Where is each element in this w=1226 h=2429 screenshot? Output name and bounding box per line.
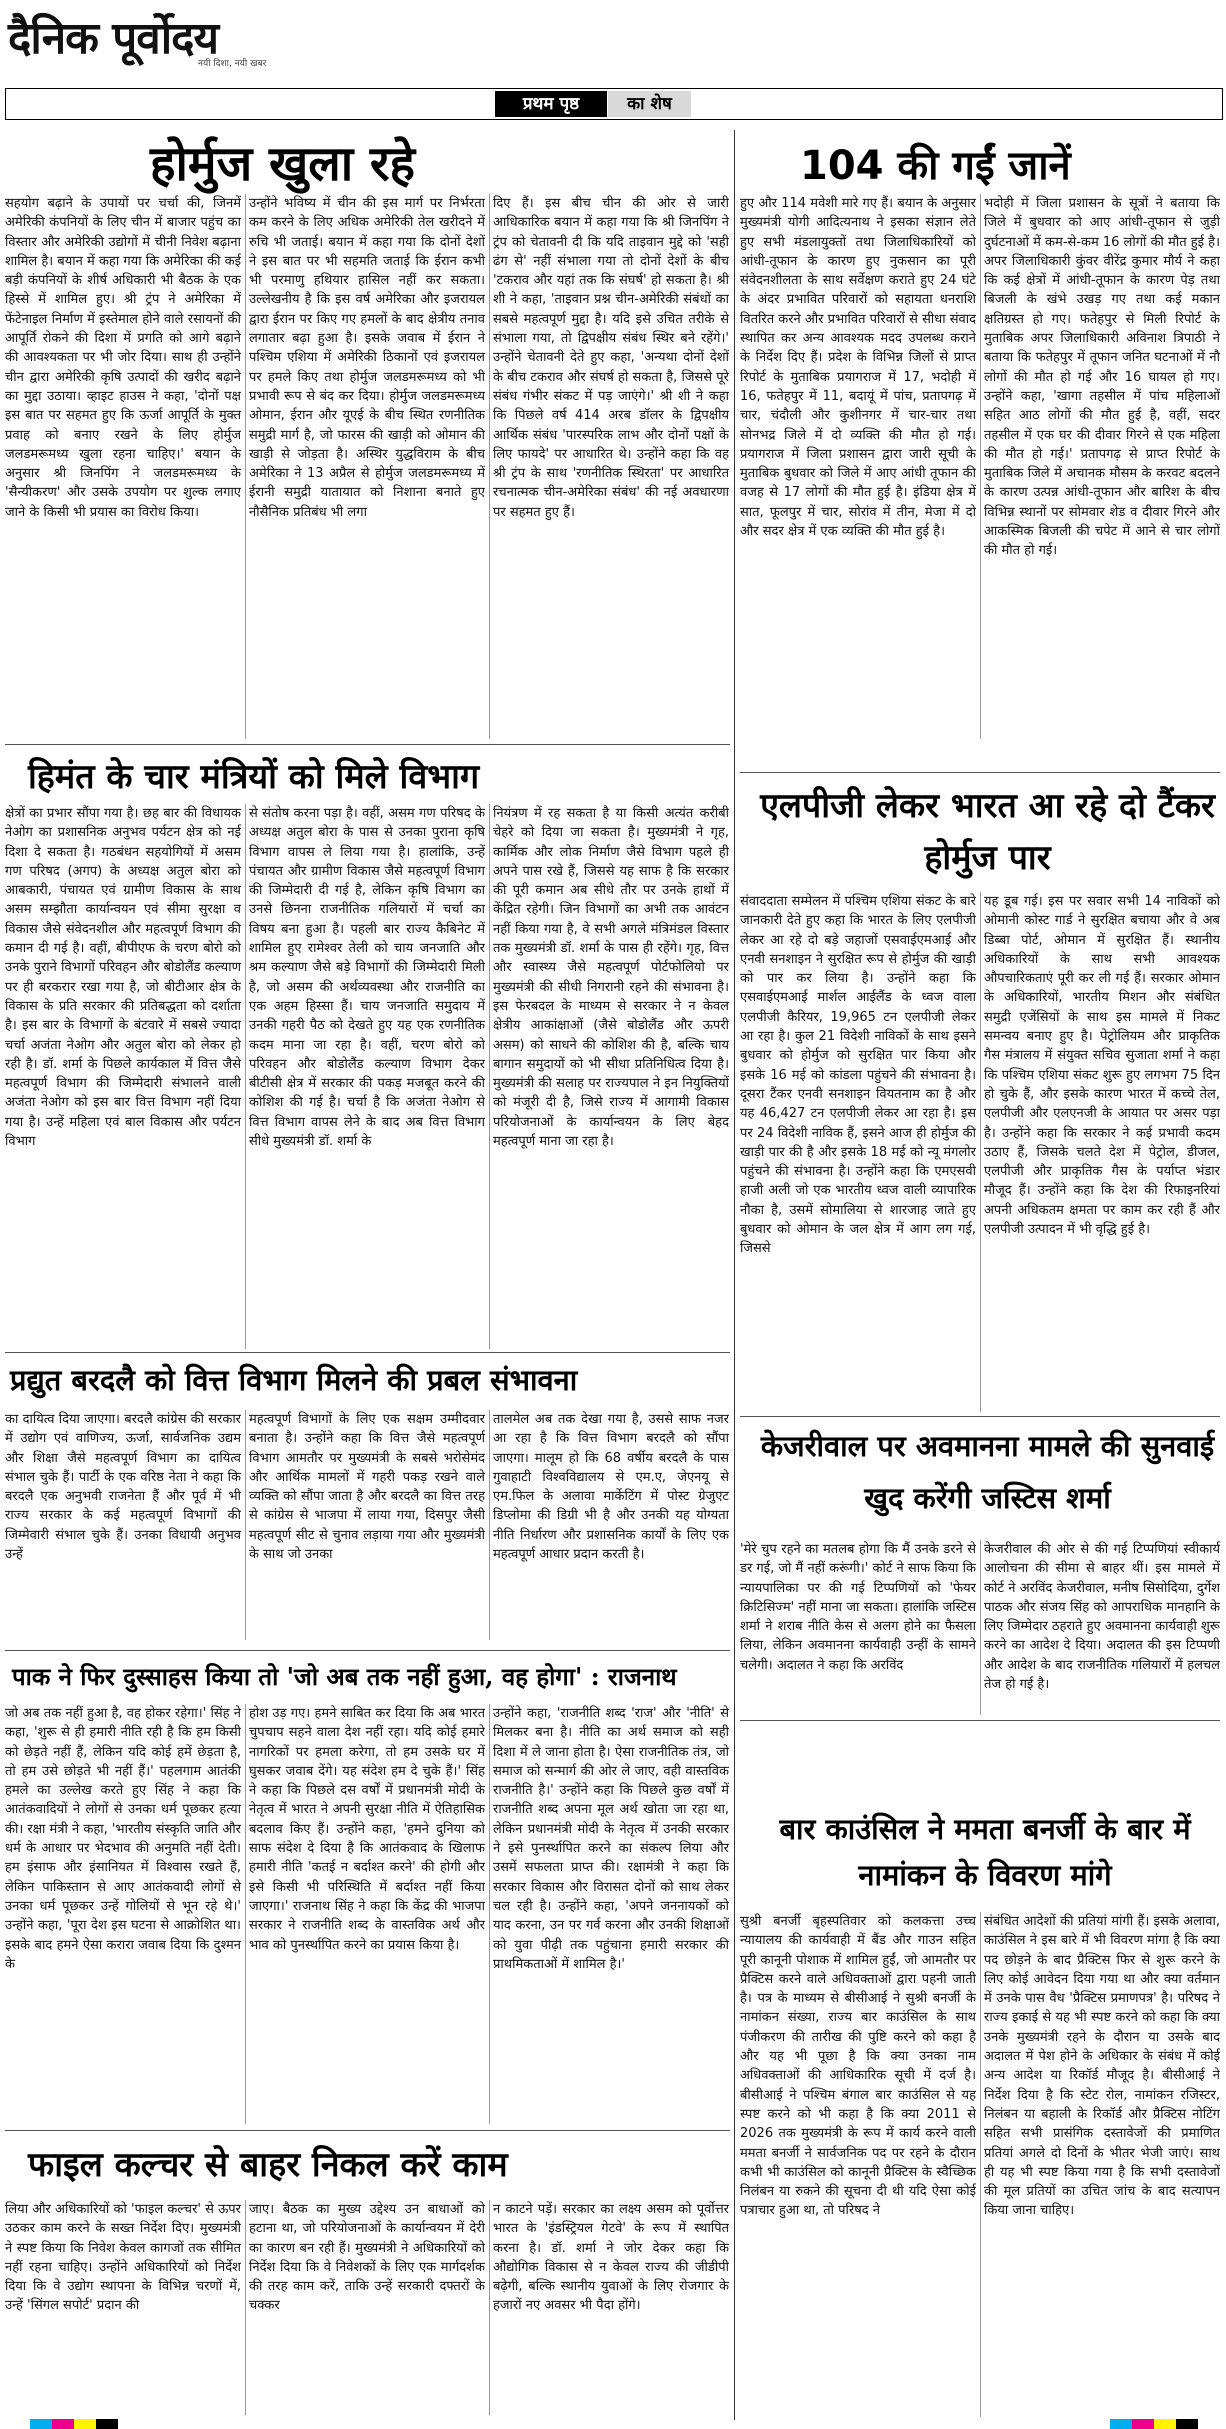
- article-kejriwal-col-1: 'मेरे चुप रहने का मतलब होगा कि मैं उनके डरने से डर गई, जो मैं नहीं करूंगी।' कोर्ट ने साफ किया कि न्यायपालिका पर की गई टिप्पणियों को 'फेयर क्रिटिसिज्म' नहीं माना जा सकता। हालांकि जस्टिस शर्मा ने शराब नीति केस से अलग होने का फैसला लिया, लेकिन अवमानना कार्यवाही उन्हीं के सामने चलेगी। अदालत ने कहा कि अरविंद: [740, 1542, 976, 1673]
- section-label-front-page: प्रथम पृष्ठ: [495, 91, 607, 117]
- story-rule: [5, 2130, 730, 2131]
- registration-swatch: [30, 2419, 52, 2429]
- story-rule: [5, 744, 730, 745]
- article-fileculture-col-3: न काटने पड़ें। सरकार का लक्ष्य असम को पूर्वोत्तर भारत के 'इंडस्ट्रियल गेटवे' के रूप में स्थापित करना है। डॉ. शर्मा ने जोर देकर कहा कि औद्योगिक विकास से न केवल राज्य की जीडीपी बढ़ेगी, बल्कि स्थानीय युवाओं के लिए रोजगार के हजारों नए अवसर भी पैदा होंगे।: [493, 2202, 729, 2314]
- story-rule: [5, 1650, 730, 1651]
- registration-swatch: [74, 2419, 96, 2429]
- article-himanta-col-2: से संतोष करना पड़ा है। वहीं, असम गण परिषद के अध्यक्ष अतुल बोरा के पास से उनका पुराना कृषि विभाग वापस ले लिया गया है। हालांकि, उन्हें पंचायत और ग्रामीण विकास जैसे महत्वपूर्ण विभाग की जिम्मेदारी दी गई है, लेकिन कृषि विभाग का उनसे छिनना राजनीतिक गलियारों में चर्चा का विषय बना हुआ है। पहली बार राज्य कैबिनेट में शामिल हुए रामेश्वर तेली को चाय जनजाति और श्रम कल्याण जैसे बड़े विभागों की जिम्मेदारी मिली है, जो असम की अर्थव्यवस्था और राजनीति का एक अहम हिस्सा हैं। चाय जनजाति समुदाय में उनकी गहरी पैठ को देखते हुए यह एक रणनीतिक कदम माना जा रहा है। वहीं, चरण बोरो को परिवहन और बोडोलैंड कल्याण विभाग देकर बीटीसी क्षेत्र में सरकार की पकड़ मजबूत करने की कोशिश की गई है। चर्चा है कि अजंता नेओग से वित्त विभाग वापस लेने के बाद अब वित्त विभाग सीधे मुख्यमंत्री डॉ. शर्मा के: [249, 806, 485, 1150]
- article-rajnath-col-1: जो अब तक नहीं हुआ है, वह होकर रहेगा।' सिंह ने कहा, 'शुरू से ही हमारी नीति रही है कि हम किसी को छेड़ते नहीं हैं, लेकिन यदि कोई हमें छेड़ता है, तो हम उसे छोड़ते भी नहीं हैं।' पहलगाम आतंकी हमले का उल्लेख करते हुए सिंह ने कहा कि आतंकवादियों ने लोगों से उनका धर्म पूछकर हत्या की। रक्षा मंत्री ने कहा, 'भारतीय संस्कृति जाति और धर्म के आधार पर भेदभाव की अनुमति नहीं देती। हम इंसाफ और इंसानियत में विश्वास रखते हैं, लेकिन पाकिस्तान से आए आतंकवादी लोगों से उनका धर्म पूछकर उन्हें गोलियों से भून रहे थे।' उन्होंने कहा, 'पूरा देश इस घटना से आक्रोशित था। इसके बाद हमने ऐसा करारा जवाब दिया कि दुश्मन के: [5, 1706, 241, 1972]
- article-fileculture-col-2: जाए। बैठक का मुख्य उद्देश्य उन बाधाओं को हटाना था, जो परियोजनाओं के कार्यान्वयन में देरी का कारण बन रही हैं। मुख्यमंत्री ने अधिकारियों को निर्देश दिया कि वे निवेशकों के लिए एक मार्गदर्शक की तरह काम करें, ताकि उन्हें सरकारी दफ्तरों के चक्कर: [249, 2202, 485, 2314]
- story-rule: [5, 1352, 730, 1353]
- headline-104-deaths: 104 की गईं जानें: [800, 143, 1071, 189]
- headline-hormuz: होर्मुज खुला रहे: [150, 136, 416, 192]
- article-hormuz-col-1: सहयोग बढ़ाने के उपायों पर चर्चा की, जिनमें अमेरिकी कंपनियों के लिए चीन में बाजार पहुंच का विस्तार और अमेरिकी उद्योगों में चीनी निवेश बढ़ाना शामिल है। बयान में कहा गया कि अमेरिका की कई बड़ी कंपनियों के शीर्ष अधिकारी भी बैठक के एक हिस्से में शामिल हुए। श्री ट्रंप ने अमेरिका में फेंटेनाइल निर्माण में इस्तेमाल होने वाले रसायनों की आपूर्ति रोकने की दिशा में प्रगति को आगे बढ़ाने की आवश्यकता पर भी जोर दिया। साथ ही उन्होंने चीन द्वारा अमेरिकी कृषि उत्पादों की खरीद बढ़ाने का मुद्दा उठाया। व्हाइट हाउस ने कहा, 'दोनों पक्ष इस बात पर सहमत हुए कि ऊर्जा आपूर्ति के मुक्त प्रवाह को बनाए रखने के लिए होर्मुज जलडमरूमध्य खुला रहना चाहिए।' बयान के अनुसार श्री जिनपिंग ने जलडमरूमध्य के 'सैन्यीकरण' और उसके उपयोग पर शुल्क लगाए जाने के किसी भी प्रयास का विरोध किया।: [5, 196, 241, 520]
- headline-bordoloi-finance: प्रद्युत बरदलै को वित्त विभाग मिलने की प्रबल संभावना: [10, 1363, 578, 1397]
- registration-swatch: [52, 2419, 74, 2429]
- story-rule: [740, 1416, 1220, 1417]
- headline-rajnath-warning: पाक ने फिर दुस्साहस किया तो 'जो अब तक नहीं हुआ, वह होगा' : राजनाथ: [12, 1662, 677, 1691]
- registration-swatch: [1176, 2419, 1198, 2429]
- article-fileculture-col-1: लिया और अधिकारियों को 'फाइल कल्चर' से ऊपर उठकर काम करने के सख्त निर्देश दिए। मुख्यमंत्री ने स्पष्ट किया कि निवेश केवल कागजों तक सीमित नहीं रहना चाहिए। उन्होंने अधिकारियों को निर्देश दिया कि वे उद्योग स्थापना के विभिन्न चरणों में, उन्हें 'सिंगल सपोर्ट' प्रदान की: [5, 2202, 241, 2314]
- article-kejriwal-col-2: केजरीवाल की ओर से की गई टिप्पणियां स्वीकार्य आलोचना की सीमा से बाहर थीं। इस मामले में कोर्ट ने अरविंद केजरीवाल, मनीष सिसोदिया, दुर्गेश पाठक और संजय सिंह को आपराधिक मानहानि के लिए जिम्मेदार ठहराते हुए अवमानना कार्यवाही शुरू करने का आदेश दे दिया। अदालत की इस टिप्पणी और आदेश के बाद राजनीतिक गलियारों में हलचल तेज हो गई है।: [984, 1542, 1220, 1693]
- article-bordoloi-col-3: तालमेल अब तक देखा गया है, उससे साफ नजर आ रहा है कि वित्त विभाग बरदलै को सौंपा जाएगा। मालूम हो कि 68 वर्षीय बरदलै के पास गुवाहाटी विश्वविद्यालय से एम.ए, जेएनयू से एम.फिल के अलावा मार्केटिंग में पोस्ट ग्रेजुएट डिप्लोमा की डिग्री भी है और उनकी यह योग्यता नीति निर्धारण और प्रशासनिक कार्यों के लिए एक महत्वपूर्ण आधार प्रदान करती है।: [493, 1412, 729, 1563]
- article-rajnath-col-3: उन्होंने कहा, 'राजनीति शब्द 'राज' और 'नीति' से मिलकर बना है। नीति का अर्थ समाज को सही दिशा में ले जाना होता है। ऐसा राजनीतिक तंत्र, जो समाज को सन्मार्ग की ओर ले जाए, वही वास्तविक राजनीति है।' उन्होंने कहा कि पिछले कुछ वर्षों में राजनीति शब्द अपना मूल अर्थ खोता जा रहा था, लेकिन प्रधानमंत्री मोदी के नेतृत्व में उनकी सरकार ने इसे पुनर्स्थापित करने का संकल्प लिया और उसमें सफलता प्राप्त की। रक्षामंत्री ने कहा कि सरकार विकास और विरासत दोनों को साथ लेकर चल रही है। उन्होंने कहा, 'अपने जननायकों को याद करना, उन पर गर्व करना और उनकी शिक्षाओं को युवा पीढ़ी तक पहुंचाना हमारी सरकार की प्राथमिकताओं में शामिल है।': [493, 1706, 729, 1972]
- registration-swatch: [1154, 2419, 1176, 2429]
- article-deaths-col-1: हुए और 114 मवेशी मारे गए हैं। बयान के अनुसार मुख्यमंत्री योगी आदित्यनाथ ने इसका संज्ञान लेते हुए सभी मंडलायुक्तों तथा जिलाधिकारियों को आंधी-तूफान के कारण हुए नुकसान का पूरी संवेदनशीलता के साथ सर्वेक्षण कराते हुए 24 घंटे के अंदर प्रभावित परिवारों को सहायता धनराशि वितरित करने और प्रभावित परिवारों से सीधा संवाद स्थापित कर अन्य आवश्यक मदद उपलब्ध कराने के निर्देश दिए हैं। प्रदेश के विभिन्न जिलों से प्राप्त रिपोर्ट के मुताबिक प्रयागराज में 17, भदोही में 16, फतेहपुर में 11, बदायूं में पांच, प्रतापगढ़ में चार, चंदौली और कुशीनगर में चार-चार तथा सोनभद्र जिले में दो व्यक्ति की मौत हो गई। प्रयागराज में जिला प्रशासन द्वारा जारी सूची के मुताबिक बुधवार को जिले में आए आंधी तूफान की वजह से 17 लोगों की मौत हुई है। इंडिया क्षेत्र में सात, फूलपुर में चार, सोरांव में तीन, मेजा में दो और सदर क्षेत्र में एक व्यक्ति की मौत हुई है।: [740, 196, 976, 540]
- headline-file-culture: फाइल कल्चर से बाहर निकल करें काम: [28, 2145, 508, 2185]
- article-lpg-col-1: संवाददाता सम्मेलन में पश्चिम एशिया संकट के बारे जानकारी देते हुए कहा कि भारत के लिए एलपीजी लेकर आ रहे दो बड़े जहाजों एसवाईएमआई और एनवी सनशाइन ने सुरक्षित रूप से होर्मुज की खाड़ी को पार कर लिया है। उन्होंने कहा कि एसवाईएमआई मार्शल आईलैंड के ध्वज वाला एलपीजी कैरियर, 19,965 टन एलपीजी लेकर आ रहा है। कुल 21 विदेशी नाविकों के साथ इसने बुधवार को होर्मुज को सुरक्षित पार किया और इसके 16 मई को कांडला पहुंचने की संभावना है। दूसरा टैंकर एनवी सनशाइन वियतनाम का है और यह 46,427 टन एलपीजी लेकर आ रहा है। इस पर 24 विदेशी नाविक हैं, इसने आज ही होर्मुज की खाड़ी पार की है और इसके 18 मई को न्यू मंगलोर पहुंचने की संभावना है। उन्होंने कहा कि एमएसवी हाजी अली जो एक भारतीय ध्वज वाली व्यापारिक नौका है, उसमें सोमालिया से शारजाह जाते हुए बुधवार को ओमान के जल क्षेत्र में आग लग गई, जिससे: [740, 894, 976, 1257]
- column-rule: [245, 194, 246, 739]
- logo-tagline: नयी दिशा, नयी खबर: [198, 59, 267, 69]
- headline-bar-council-mamata: बार काउंसिल ने ममता बनर्जी के बार में नामांकन के विवरण मांगे: [779, 1812, 1191, 1892]
- registration-swatch: [96, 2419, 118, 2429]
- column-rule: [245, 2200, 246, 2415]
- article-deaths-col-2: भदोही में जिला प्रशासन के सूत्रों ने बताया कि जिले में बुधवार को आए आंधी-तूफान से जुड़ी दुर्घटनाओं में कम-से-कम 16 लोगों की मौत हुई है। अपर जिलाधिकारी कुंवर वीरेंद्र कुमार मौर्य ने कहा कि कई क्षेत्रों में आंधी-तूफान के कारण पेड़ तथा बिजली के खंभे उखड़ गए तथा कई मकान क्षतिग्रस्त हो गए। फतेहपुर से मिली रिपोर्ट के मुताबिक अपर जिलाधिकारी अविनाश त्रिपाठी ने बताया कि फतेहपुर में तूफान जनित घटनाओं में नौ लोगों की मौत हो गई और 16 घायल हो गए। उन्होंने कहा, 'खागा तहसील में पांच महिलाओं सहित आठ लोगों की मौत हुई है, वहीं, सदर तहसील में एक घर की दीवार गिरने से एक महिला की मौत हो गई।' प्रतापगढ़ से प्राप्त रिपोर्ट के मुताबिक जिले में अचानक मौसम के करवट बदलने के कारण उत्पन्न आंधी-तूफान और बारिश के बीच विभिन्न स्थानों पर सोमवार शेड व दीवार गिरने और आकस्मिक बिजली की चपेट में आने से चार लोगों की मौत हो गई।: [984, 196, 1220, 559]
- newspaper-logo: दैनिक पूर्वोदय: [8, 13, 219, 64]
- headline-kejriwal-contempt: केजरीवाल पर अवमानना मामले की सुनवाई खुद करेंगी जस्टिस शर्मा: [760, 1429, 1215, 1515]
- column-rule: [980, 1540, 981, 1715]
- article-bordoloi-col-2: महत्वपूर्ण विभागों के लिए एक सक्षम उम्मीदवार बनाता है। उन्होंने कहा कि वित्त जैसे महत्वपूर्ण विभाग आमतौर पर मुख्यमंत्री के सबसे भरोसेमंद और आर्थिक मामलों में गहरी पकड़ रखने वाले व्यक्ति को सौंपा जाता है और बरदलै का वित्त तरह से कांग्रेस से भाजपा में लाया गया, दिसपुर जैसी महत्वपूर्ण सीट से चुनाव लड़ाया गया और मुख्यमंत्री के साथ जो उनका: [249, 1412, 485, 1563]
- registration-swatch: [1132, 2419, 1154, 2429]
- article-hormuz-col-2: उन्होंने भविष्य में चीन की इस मार्ग पर निर्भरता कम करने के लिए अधिक अमेरिकी तेल खरीदने में रुचि भी जताई। बयान में कहा गया कि दोनों देशों ने इस बात पर भी सहमति जताई कि ईरान कभी भी परमाणु हथियार हासिल नहीं कर सकता। उल्लेखनीय है कि इस वर्ष अमेरिका और इजरायल द्वारा ईरान पर किए गए हमलों के बाद क्षेत्रीय तनाव लगातार बढ़ा हुआ है। इसके जवाब में ईरान ने पश्चिम एशिया में अमेरिकी ठिकानों एवं इजरायल पर हमले किए तथा होर्मुज जलडमरूमध्य को भी प्रभावी रूप से बंद कर दिया। होर्मुज जलडमरूमध्य ओमान, ईरान और यूएई के बीच स्थित रणनीतिक समुद्री मार्ग है, जो फारस की खाड़ी को ओमान की खाड़ी से जोड़ता है। अस्थिर युद्धविराम के बीच अमेरिका ने 13 अप्रैल से होर्मुज जलडमरूमध्य में ईरानी समुद्री यातायात को निशाना बनाते हुए नौसैनिक प्रतिबंध भी लगा: [249, 196, 485, 520]
- column-rule: [734, 130, 735, 2420]
- headline-lpg-tankers: एलपीजी लेकर भारत आ रहे दो टैंकर होर्मुज पार: [760, 786, 1215, 878]
- column-rule: [980, 892, 981, 1412]
- article-barcouncil-col-1: सुश्री बनर्जी बृहस्पतिवार को कलकत्ता उच्च न्यायालय की कार्यवाही में बैंड और गाउन सहित पूरी कानूनी पोशाक में शामिल हुईं, जो आमतौर पर प्रैक्टिस करने वाले अधिवक्ताओं द्वारा पहनी जाती है। पत्र के माध्यम से बीसीआई ने सुश्री बनर्जी के नामांकन संख्या, राज्य बार काउंसिल के साथ पंजीकरण की तारीख की पुष्टि करने को कहा है और यह भी पूछा है कि क्या उनका नाम अधिवक्ताओं की आधिकारिक सूची में दर्ज है। बीसीआई ने पश्चिम बंगाल बार काउंसिल से यह स्पष्ट करने को भी कहा है कि क्या 2011 से 2026 तक मुख्यमंत्री के रूप में कार्य करने वाली ममता बनर्जी ने सार्वजनिक पद पर रहने के दौरान कभी भी काउंसिल को कानूनी प्रैक्टिस के स्वैच्छिक निलंबन या रुकने की सूचना दी थी यदि ऐसा कोई पत्राचार हुआ था, तो परिषद ने: [740, 1914, 976, 2219]
- masthead: [0, 0, 1226, 80]
- column-rule: [980, 1912, 981, 2417]
- article-lpg-col-2: यह डूब गई। इस पर सवार सभी 14 नाविकों को ओमानी कोस्ट गार्ड ने सुरक्षित बचाया और वे अब डिब्बा पोर्ट, ओमान में सुरक्षित हैं। स्थानीय अधिकारियों के साथ सभी आवश्यक औपचारिकताएं पूरी कर ली गई हैं। सरकार ओमान के अधिकारियों, भारतीय मिशन और संबंधित समुद्री एजेंसियों के साथ इस मामले में निकट समन्वय बनाए हुए है। पेट्रोलियम और प्राकृतिक गैस मंत्रालय में संयुक्त सचिव सुजाता शर्मा ने कहा कि पश्चिम एशिया संकट शुरू हुए लगभग 75 दिन हो चुके हैं, और इसके कारण भारत में कच्चे तेल, एलपीजी और एलएनजी के आयात पर असर पड़ा है। उन्होंने कहा कि सरकार ने कई प्रभावी कदम उठाए हैं, जिसके चलते देश में पेट्रोल, डीजल, एलपीजी और प्राकृतिक गैस के पर्याप्त भंडार मौजूद हैं। उन्होंने कहा कि देश की रिफाइनरियां अपनी अधिकतम क्षमता पर काम कर रही हैं और एलपीजी उत्पादन में भी वृद्धि हुई है।: [984, 894, 1220, 1238]
- column-rule: [245, 804, 246, 1349]
- story-rule: [740, 772, 1220, 773]
- article-hormuz-col-3: दिए हैं। इस बीच चीन की ओर से जारी आधिकारिक बयान में कहा गया कि श्री जिनपिंग ने ट्रंप को चेतावनी दी कि यदि ताइवान मुद्दे को 'सही ढंग से' नहीं संभाला गया तो दोनों देशों के बीच 'टकराव और यहां तक कि संघर्ष' हो सकता है। श्री शी ने कहा, 'ताइवान प्रश्न चीन-अमेरिकी संबंधों का सबसे महत्वपूर्ण मुद्दा है। यदि इसे उचित तरीके से संभाला गया, तो द्विपक्षीय संबंध स्थिर बने रहेंगे।' उन्होंने चेतावनी देते हुए कहा, 'अन्यथा दोनों देशों के बीच टकराव और संघर्ष हो सकता है, जिससे पूरे संबंध गंभीर संकट में पड़ जाएंगे।' श्री शी ने कहा कि पिछले वर्ष 414 अरब डॉलर के द्विपक्षीय आर्थिक संबंध 'पारस्परिक लाभ और दोनों पक्षों के लिए फायदे' पर आधारित थे। उन्होंने कहा कि वह श्री ट्रंप के साथ 'रणनीतिक स्थिरता' पर आधारित रचनात्मक चीन-अमेरिका संबंध' की नई अवधारणा पर सहमत हुए हैं।: [493, 196, 729, 520]
- story-rule: [740, 1720, 1220, 1721]
- column-rule: [489, 804, 490, 1349]
- article-himanta-col-3: नियंत्रण में रह सकता है या किसी अत्यंत करीबी चेहरे को दिया जा सकता है। मुख्यमंत्री ने गृह, कार्मिक और लोक निर्माण जैसे विभाग पहले ही अपने पास रखे हैं, जिससे यह साफ है कि सरकार की पूरी कमान अब सीधे तौर पर उनके हाथों में केंद्रित रहेगी। जिन विभागों का अभी तक आवंटन नहीं किया गया है, वे सभी अगले मंत्रिमंडल विस्तार तक मुख्यमंत्री डॉ. शर्मा के पास ही रहेंगे। गृह, वित्त और स्वास्थ्य जैसे महत्वपूर्ण पोर्टफोलियो पर मुख्यमंत्री की सीधी निगरानी रहने की संभावना है। इस फेरबदल के माध्यम से सरकार ने न केवल क्षेत्रीय आकांक्षाओं (जैसे बोडोलैंड और ऊपरी असम) को साधने की कोशिश की है, बल्कि चाय बागान समुदायों को भी सीधा प्रतिनिधित्व दिया है। मुख्यमंत्री की सलाह पर राज्यपाल ने इन नियुक्तियों को मंजूरी दी है, जिसे राज्य में आगामी विकास परियोजनाओं के कार्यान्वयन के लिए बेहद महत्वपूर्ण माना जा रहा है।: [493, 806, 729, 1150]
- column-rule: [980, 194, 981, 739]
- column-rule: [489, 2200, 490, 2415]
- article-rajnath-col-2: होश उड़ गए। हमने साबित कर दिया कि अब भारत चुपचाप सहने वाला देश नहीं रहा। यदि कोई हमारे नागरिकों पर हमला करेगा, तो हम उसके घर में घुसकर जवाब देंगे। यह संदेश हम दे चुके हैं।' सिंह ने कहा कि पिछले दस वर्षों में प्रधानमंत्री मोदी के नेतृत्व में भारत ने अपनी सुरक्षा नीति में ऐतिहासिक बदलाव किए हैं। उन्होंने कहा, 'हमने दुनिया को साफ संदेश दे दिया है कि आतंकवाद के खिलाफ हमारी नीति 'कतई न बर्दाश्त करने' की होगी और इसे किसी भी परिस्थिति में बर्दाश्त नहीं किया जाएगा।' राजनाथ सिंह ने कहा कि केंद्र की भाजपा सरकार ने राजनीति शब्द के वास्तविक अर्थ और भाव को पुनर्स्थापित करने का प्रयास किया है।: [249, 1706, 485, 1953]
- article-bordoloi-col-1: का दायित्व दिया जाएगा। बरदलै कांग्रेस की सरकार में उद्योग एवं वाणिज्य, ऊर्जा, सार्वजनिक उद्यम और शिक्षा जैसे महत्वपूर्ण विभाग का दायित्व संभाल चुके हैं। पार्टी के एक वरिष्ठ नेता ने कहा कि बरदलै एक अनुभवी राजनेता हैं और पूर्व में भी राज्य सरकार के कई महत्वपूर्ण विभागों की जिम्मेवारी संभाल चुके हैं। उनका विधायी अनुभव उन्हें: [5, 1412, 241, 1563]
- article-barcouncil-col-2: संबंधित आदेशों की प्रतियां मांगी हैं। इसके अलावा, काउंसिल ने इस बारे में भी विवरण मांगा है कि क्या पद छोड़ने के बाद प्रैक्टिस फिर से शुरू करने के लिए कोई आवेदन दिया गया था और क्या वर्तमान में उनके पास वैध 'प्रैक्टिस प्रमाणपत्र' है। परिषद ने राज्य इकाई से यह भी स्पष्ट करने को कहा कि क्या उनके मुख्यमंत्री रहने के दौरान या उसके बाद अदालत में पेश होने के अधिकार के संबंध में कोई अन्य आदेश या रिकॉर्ड मौजूद है। बीसीआई ने निर्देश दिया है कि स्टेट रोल, नामांकन रजिस्टर, निलंबन या बहाली के रिकॉर्ड और प्रैक्टिस नोटिंग सहित सभी प्रासंगिक दस्तावेजों की प्रमाणित प्रतियां अगले दो दिनों के भीतर भेजी जाएं। साथ ही यह भी स्पष्ट किया गया है कि सभी दस्तावेजों की मूल प्रतियों का उचित जांच के बाद सत्यापन किया जाना चाहिए।: [984, 1914, 1220, 2219]
- section-label-continued: का शेष: [608, 91, 691, 117]
- column-rule: [245, 1704, 246, 2124]
- article-himanta-col-1: क्षेत्रों का प्रभार सौंपा गया है। छह बार की विधायक नेओग का प्रशासनिक अनुभव पर्यटन क्षेत्र को नई दिशा दे सकता है। गठबंधन सहयोगियों में असम गण परिषद (अगप) के अध्यक्ष अतुल बोरा को आबकारी, पंचायत एवं ग्रामीण विकास के साथ असम सम्झौता कार्यान्वयन एवं सीमा सुरक्षा व विकास जैसे संवेदनशील और महत्वपूर्ण विभाग की कमान दी गई है। वहीं, बीपीएफ के चरण बोरो को उनके पुराने विभागों परिवहन और बोडोलैंड कल्याण पर ही बरकरार रखा गया है, जो बीटीआर क्षेत्र के विकास के प्रति सरकार की प्रतिबद्धता को दर्शाता है। इस बार के विभागों के बंटवारे में सबसे ज्यादा चर्चा अजंता नेओग और अतुल बोरा को लेकर हो रही है। डॉ. शर्मा के पिछले कार्यकाल में वित्त जैसे महत्वपूर्ण विभाग की जिम्मेदारी संभालने वाली अजंता नेओग को इस बार वित्त विभाग नहीं दिया गया है। उन्हें महिला एवं बाल विकास और पर्यटन विभाग: [5, 806, 241, 1150]
- column-rule: [489, 1410, 490, 1640]
- column-rule: [245, 1410, 246, 1640]
- headline-himanta-ministers: हिमंत के चार मंत्रियों को मिले विभाग: [28, 757, 480, 797]
- column-rule: [489, 194, 490, 739]
- registration-swatch: [1110, 2419, 1132, 2429]
- column-rule: [489, 1704, 490, 2124]
